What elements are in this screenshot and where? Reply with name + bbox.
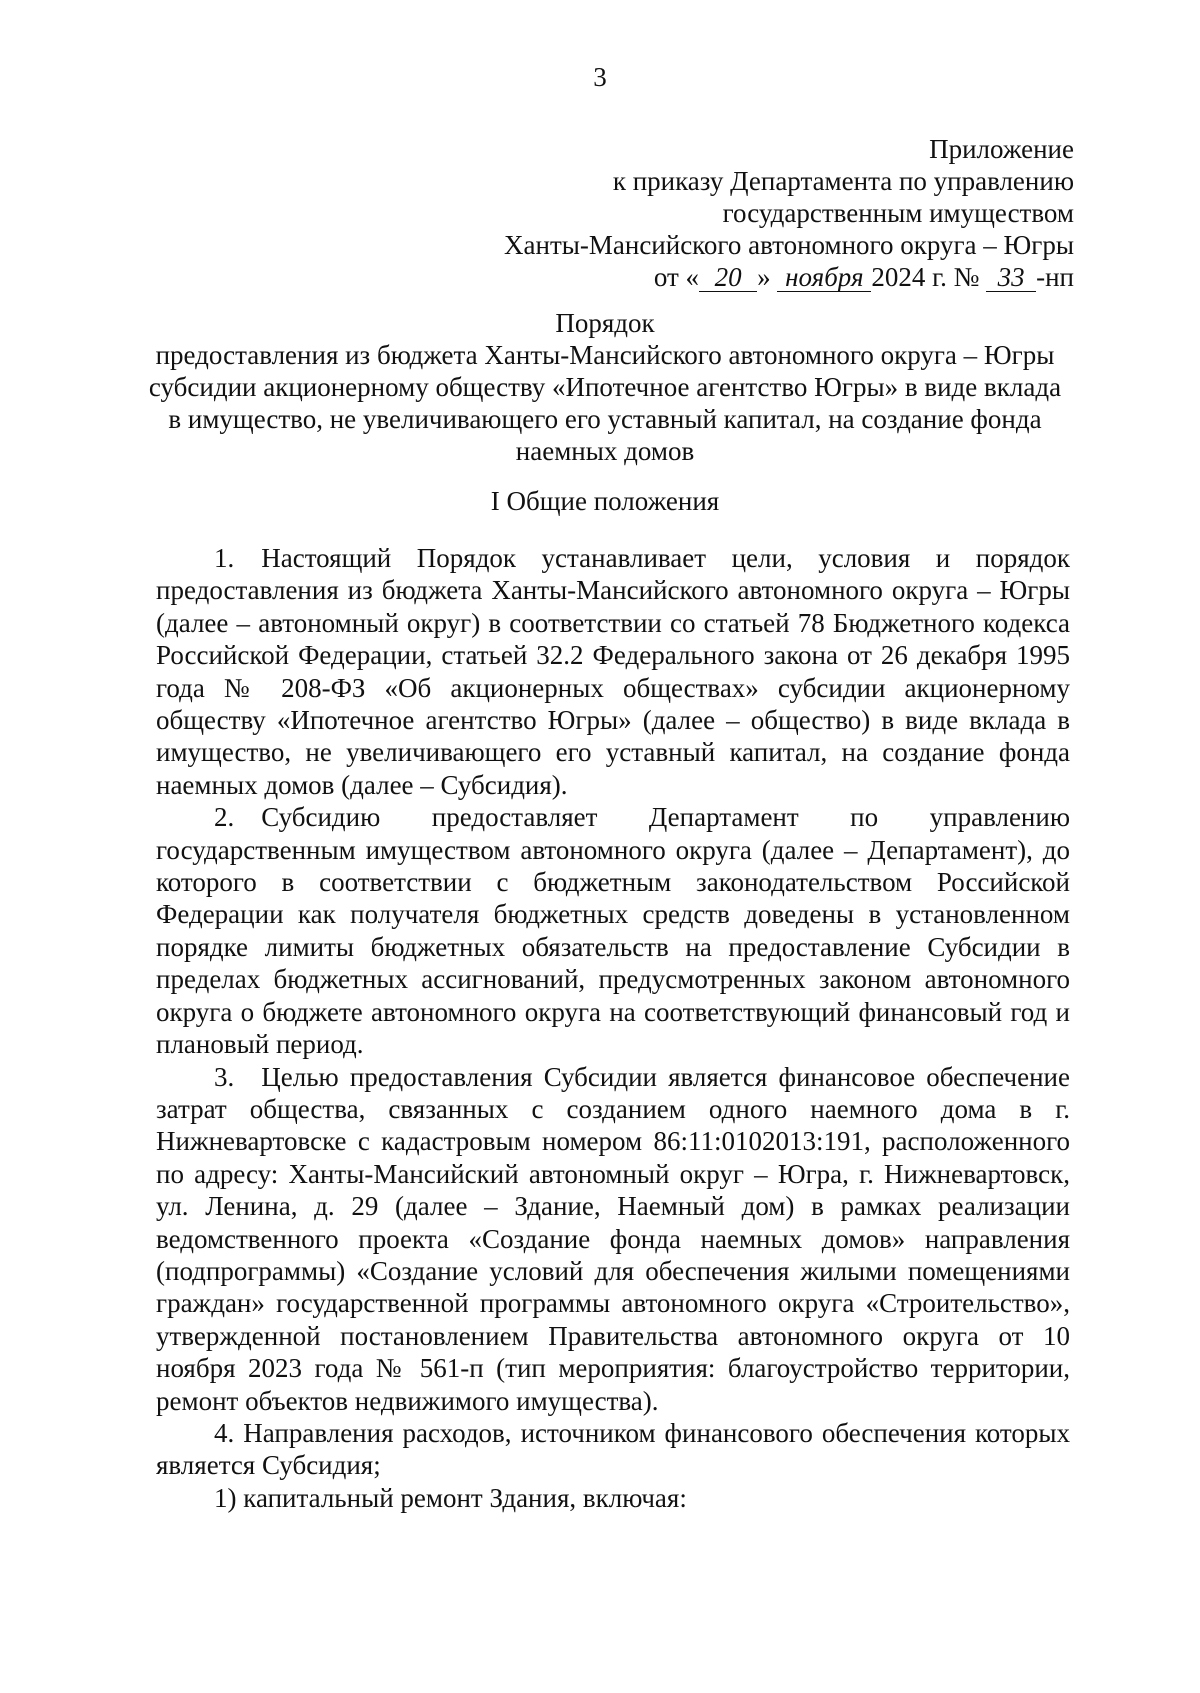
paragraph: 3. Целью предоставления Субсидии является финансовое обеспечение затрат общества, связанных с созданием одного наемного дома в г. Нижневартовске с кадастровым номером 86:11:0102013:191, расположенного по адресу: Ханты-Мансийский автономный округ – Югра, г. Нижневартовск, ул. Ленина, д. 29 (далее – Здание, Наемный дом) в рамках реализации ведомственного проекта «Создание фонда наемных домов» направления (подпрограммы) «Создание условий для обеспечения жилыми помещениями граждан» государственной программы автономного округа «Строительство», утвержденной постановлением Правительства автономного округа от 10 ноября 2023 года № 561-п (тип мероприятия: благоустройство территории, ремонт объектов недвижимого имущества). — [156, 1061, 1070, 1416]
paragraph: 1) капитальный ремонт Здания, включая: — [214, 1482, 687, 1513]
document-body — [156, 542, 1070, 1514]
handwritten-month: ноября — [777, 263, 871, 292]
paragraph: 1. Настоящий Порядок устанавливает цели, условия и порядок предоставления из бюджета Ханты-Мансийского автономного округа – Югры (далее – автономный округ) в соответствии со статьей 78 Бюджетного кодекса Российской Федерации, статьей 32.2 Федерального закона от 26 декабря 1995 года № 208-ФЗ «Об акционерных обществах» субсидии акционерному обществу «Ипотечное агентство Югры» (далее – общество) в виде вклада в имущество, не увеличивающего его уставный капитал, на создание фонда наемных домов (далее – Субсидия). — [156, 543, 1070, 800]
appendix-date-line — [504, 261, 1074, 293]
appendix-line: к приказу Департамента по управлению — [612, 166, 1074, 196]
handwritten-order-number: 33 — [986, 263, 1036, 292]
title-text: предоставления из бюджета Ханты-Мансийского автономного округа – Югры субсидии акционерному обществу «Ипотечное агентство Югры» в виде вклада в имущество, не увеличивающего его уставный капитал, на создание фонда наемных домов — [148, 340, 1062, 466]
paragraph: 4. Направления расходов, источником финансового обеспечения которых является Субсидия; — [156, 1417, 1070, 1481]
handwritten-day: 20 — [699, 263, 757, 292]
appendix-line: Приложение — [929, 134, 1074, 164]
date-mid: » — [757, 262, 771, 292]
title-heading: Порядок — [555, 308, 655, 338]
appendix-line: государственным имуществом — [722, 198, 1074, 228]
paragraph: 2. Субсидию предоставляет Департамент по управлению государственным имуществом автономного округа (далее – Департамент), до которого в соответствии с бюджетным законодательством Российской Федерации как получателя бюджетных средств доведены в установленном порядке лимиты бюджетных обязательств на предоставление Субсидии в пределах бюджетных ассигнований, предусмотренных законом автономного округа о бюджете автономного округа на соответствующий финансовый год и плановый период. — [156, 802, 1070, 1060]
order-suffix: -нп — [1036, 262, 1074, 292]
date-year: 2024 г. № — [871, 262, 980, 292]
document-title — [140, 307, 1070, 467]
date-prefix: от « — [653, 262, 700, 292]
section-heading: I Общие положения — [490, 486, 720, 516]
appendix-line: Ханты-Мансийского автономного округа – Югры — [504, 230, 1074, 260]
page-number: 3 — [593, 62, 607, 92]
appendix-header — [504, 133, 1074, 293]
